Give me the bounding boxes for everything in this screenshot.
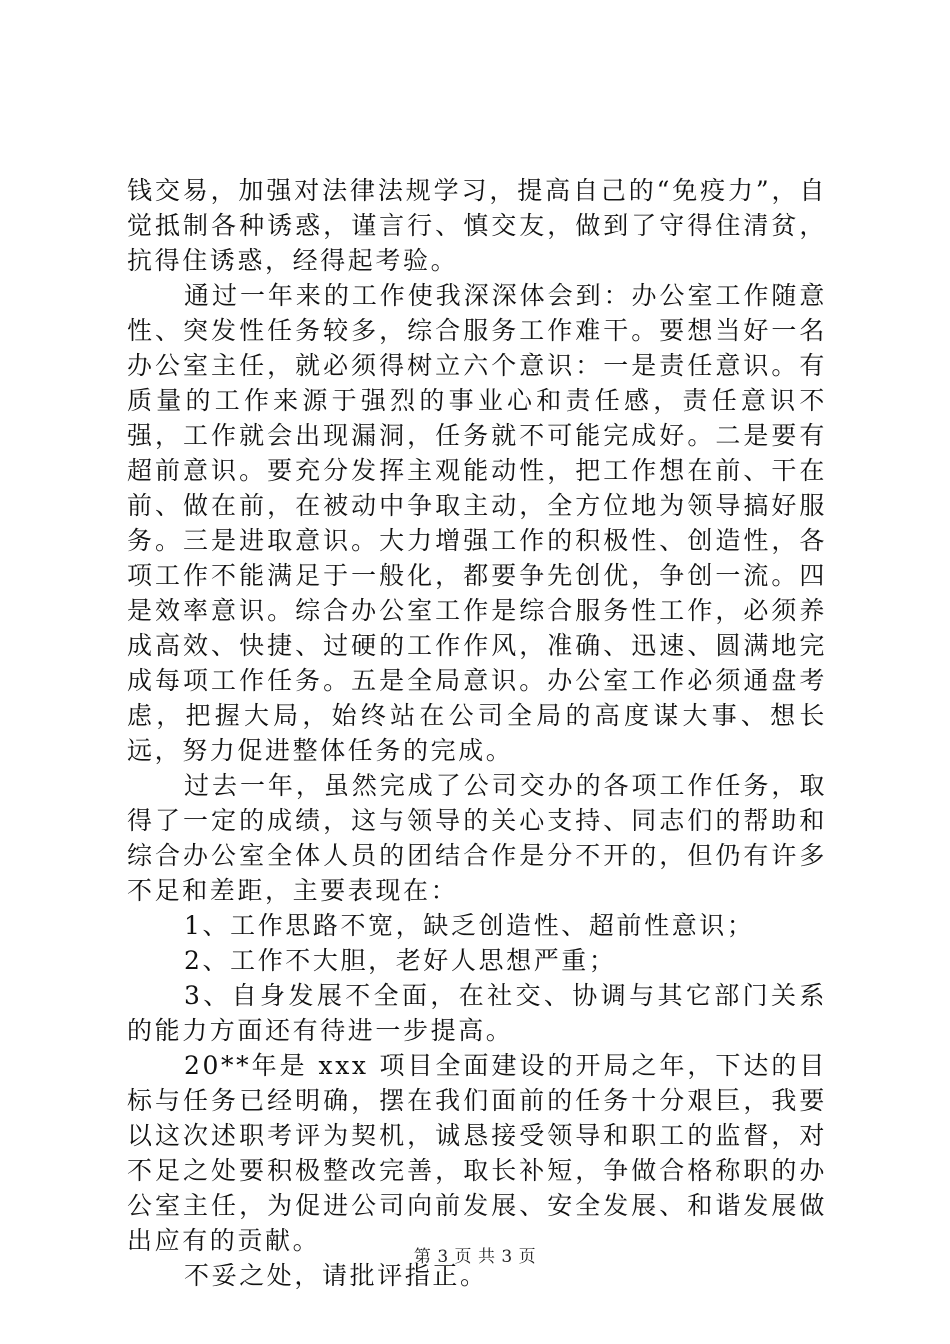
list-item-3: 3、自身发展不全面，在社交、协调与其它部门关系的能力方面还有待进一步提高。	[127, 981, 827, 1045]
paragraph-4: 20**年是 xxx 项目全面建设的开局之年，下达的目标与任务已经明确，摆在我们面前的任务十分艰巨，我要以这次述职考评为契机，诚恳接受领导和职工的监督，对不足之处要积极整改完善，取长补短，争做合格称职的办公室主任，为促进公司向前发展、安全发展、和谐发展做出应有的贡献。	[127, 1051, 827, 1255]
paragraph-1: 钱交易，加强对法律法规学习，提高自己的“免疫力”，自觉抵制各种诱惑，谨言行、慎交友，做到了守得住清贫，抗得住诱惑，经得起考验。	[127, 176, 827, 275]
page-number-footer: 第 3 页 共 3 页	[413, 1247, 537, 1267]
closing-paragraph: 不妥之处，请批评指正。	[184, 1261, 488, 1290]
paragraph-2: 通过一年来的工作使我深深体会到：办公室工作随意性、突发性任务较多，综合服务工作难干。要想当好一名办公室主任，就必须得树立六个意识：一是责任意识。有质量的工作来源于强烈的事业心和责任感，责任意识不强，工作就会出现漏洞，任务就不可能完成好。二是要有超前意识。要充分发挥主观能动性，把工作想在前、干在前、做在前，在被动中争取主动，全方位地为领导搞好服务。三是进取意识。大力增强工作的积极性、创造性，各项工作不能满足于一般化，都要争先创优，争创一流。四是效率意识。综合办公室工作是综合服务性工作，必须养成高效、快捷、过硬的工作作风，准确、迅速、圆满地完成每项工作任务。五是全局意识。办公室工作必须通盘考虑，把握大局，始终站在公司全局的高度谋大事、想长远，努力促进整体任务的完成。	[127, 281, 827, 765]
paragraph-3: 过去一年，虽然完成了公司交办的各项工作任务，取得了一定的成绩，这与领导的关心支持、同志们的帮助和综合办公室全体人员的团结合作是分不开的，但仍有许多不足和差距，主要表现在：	[127, 771, 827, 905]
document-body	[127, 173, 827, 1293]
list-item-2: 2、工作不大胆，老好人思想严重；	[184, 946, 617, 975]
list-item-1: 1、工作思路不宽，缺乏创造性、超前性意识；	[184, 911, 755, 940]
